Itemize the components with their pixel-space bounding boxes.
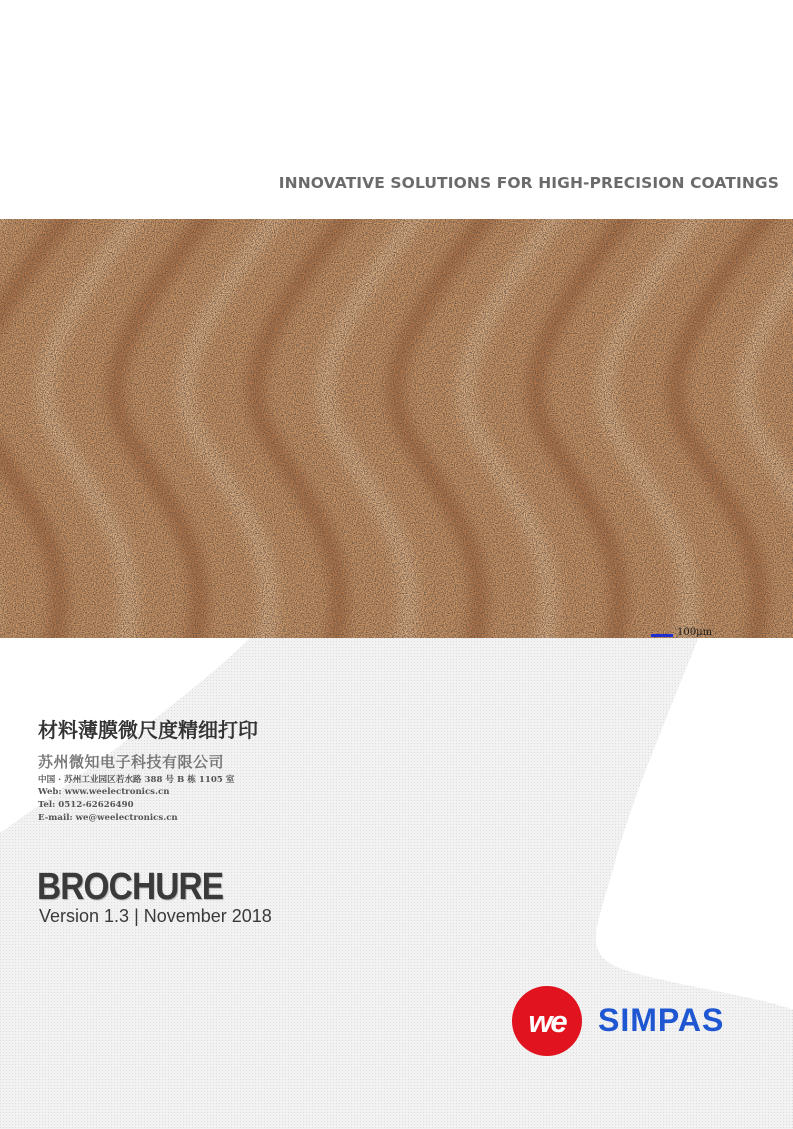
tagline: INNOVATIVE SOLUTIONS FOR HIGH-PRECISION COATINGS: [278, 174, 779, 192]
company-email[interactable]: E-mail: we@weelectronics.cn: [38, 813, 178, 823]
company-name: 苏州微知电子科技有限公司: [38, 753, 225, 771]
wave-pattern-graphic: [0, 219, 793, 638]
we-logo-mark: we: [528, 1004, 566, 1039]
scale-bar: [651, 634, 673, 637]
company-address: 中国 · 苏州工业园区若水路 388 号 B 栋 1105 室: [38, 775, 235, 785]
document-version: Version 1.3 | November 2018: [39, 906, 272, 926]
company-phone: Tel: 0512-62626490: [38, 800, 134, 810]
title-chinese: 材料薄膜微尺度精细打印: [38, 718, 258, 742]
document-title: BROCHURE: [37, 866, 224, 908]
company-website[interactable]: Web: www.weelectronics.cn: [38, 787, 170, 797]
simpas-brand-name: SIMPAS: [598, 1002, 725, 1038]
hero-micrograph-image: [0, 219, 793, 638]
scale-label: 100μm: [677, 627, 713, 638]
